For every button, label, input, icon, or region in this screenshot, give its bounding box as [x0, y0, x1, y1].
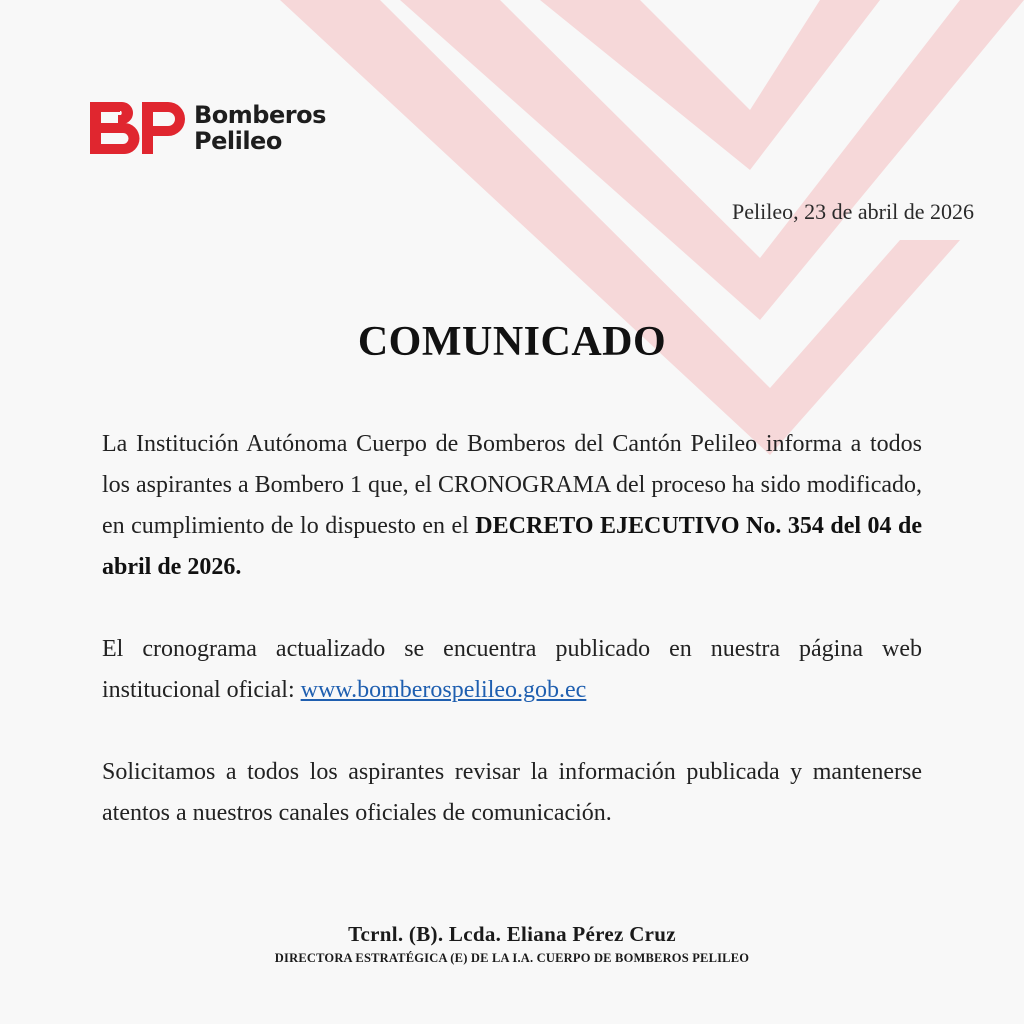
paragraph-1-text: La Institución Autónoma Cuerpo de Bomberos del Cantón Pelileo informa a todos los aspirantes a Bombero 1 que, el CRONOGRAMA del proceso ha sido modificado, en cumplimiento de lo dispuesto en el: [102, 431, 922, 539]
logo-line-1: Bomberos: [194, 101, 326, 129]
signatory-role: DIRECTORA ESTRATÉGICA (E) DE LA I.A. CUERPO DE BOMBEROS PELILEO: [274, 951, 750, 965]
paragraph-2: [102, 629, 922, 711]
brand-logo: [90, 100, 326, 156]
logo-line-2: Pelileo: [194, 127, 282, 155]
signatory-name: Tcrnl. (B). Lcda. Eliana Pérez Cruz: [348, 922, 676, 946]
logo-wordmark: [194, 102, 326, 154]
paragraph-3: Solicitamos a todos los aspirantes revisar la información publicada y mantenerse atentos a nuestros canales oficiales de comunicación.: [102, 759, 922, 826]
decree-reference: DECRETO EJECUTIVO No. 354 del 04 de abril de 2026.: [102, 513, 922, 580]
website-link[interactable]: www.bomberospelileo.gob.ec: [300, 677, 587, 703]
document-title: COMUNICADO: [357, 319, 667, 365]
document-date: Pelileo, 23 de abril de 2026: [732, 199, 974, 224]
bp-logo-mark-icon: [90, 100, 186, 156]
paragraph-1: [102, 424, 922, 588]
paragraph-2-text: El cronograma actualizado se encuentra publicado en nuestra página web institucional oficial:: [102, 636, 922, 703]
document-body: [102, 424, 922, 875]
